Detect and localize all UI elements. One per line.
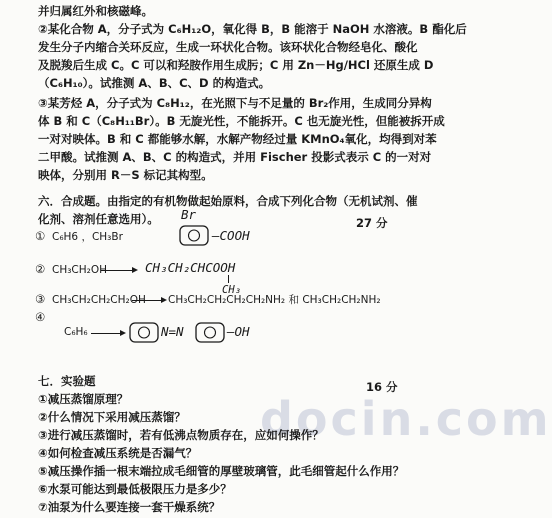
question-item: ①减压蒸馏原理？ [38,392,129,406]
section-title: 六．合成题。由指定的有机物做起始原料，合成下列化合物（无机试剂、催 [38,194,418,208]
item-product: CH₃CH₂CH₂CH₂CH₂NH₂ 和 CH₃CH₂CH₂NH₂ [168,294,381,306]
text-line: 及脱羧后生成 C。C 可以和羟胺作用生成肟；C 用 Zn－Hg/HCl 还原生成 D [38,58,434,72]
reaction-arrow [91,333,124,334]
text-line: （C₆H₁₀）。试推测 A、B、C、D 的构造式。 [38,76,271,90]
text-line: 映体，分别用 R－S 标记其构型。 [38,168,213,182]
text-line: 体 B 和 C（C₈H₁₁Br）。B 无旋光性，不能拆开。C 也无旋光性，但能被拆开成 [38,114,445,128]
section-title: 七．实验题 [38,374,96,388]
section-score: 16 分 [366,380,398,394]
item-number: ① [35,229,46,243]
text-line: 二甲酸。试推测 A、B、C 的构造式，并用 Fischer 投影式表示 C 的一对对 [38,150,432,164]
item-number: ② [35,262,46,276]
question-item: ③进行减压蒸馏时，若有低沸点物质存在，应如何操作？ [38,428,324,442]
question-item: ⑦油泵为什么要连接一套干燥系统？ [38,500,221,514]
question-item: ④如何检查减压系统是否漏气？ [38,446,198,460]
benzene-ring-icon [194,319,228,345]
benzene-ring-icon [178,222,212,248]
item-reagents: CH₃CH₂CH₂CH₂OH [52,294,146,306]
product-label: —COOH [212,228,250,243]
question-item: ⑤减压操作插一根末端拉成毛细管的厚壁玻璃管，此毛细管起什么作用？ [38,464,405,478]
item-product: CH₃CH₂CHCOOH [145,260,236,275]
text-line: ③某芳烃 A，分子式为 C₈H₁₂，在光照下与不足量的 Br₂作用，生成同分异构 [38,96,432,110]
text-line: ②某化合物 A，分子式为 C₆H₁₂O，氧化得 B，B 能溶于 NaOH 水溶液。B 酯化后 [38,22,467,36]
reaction-arrow [101,270,136,271]
item-number: ③ [35,292,46,306]
question-item: ②什么情况下采用减压蒸馏？ [38,410,186,424]
section-score: 27 分 [356,216,388,230]
reaction-arrow [132,300,165,301]
text-line: 发生分子内缩合关环反应，生成一环状化合物。该环状化合物经皂化、酸化 [38,40,418,54]
branch-label: CH₃ [222,284,241,296]
text-line: 并归属红外和核磁峰。 [38,4,153,18]
substituent-label: Br [181,207,197,222]
text-line: 一对对映体。B 和 C 都能够水解，水解产物经过量 KMnO₄氧化，均得到对苯 [38,132,437,146]
item-reagents: C₆H6 ，CH₃Br [52,231,123,243]
question-item: ⑥水泵可能达到最低极限压力是多少？ [38,482,232,496]
item-reagents: CH₃CH₂OH [52,264,108,276]
watermark: docin.com [260,392,552,446]
end-group: —OH [227,324,250,339]
item-reagents: C₆H₆ [64,326,88,338]
benzene-ring-icon [128,319,162,345]
section-title-cont: 化剂、溶剂任意选用）。 [38,212,159,226]
item-number: ④ [35,310,46,324]
branch-bond [228,275,229,283]
azo-group: N=N [161,324,184,339]
